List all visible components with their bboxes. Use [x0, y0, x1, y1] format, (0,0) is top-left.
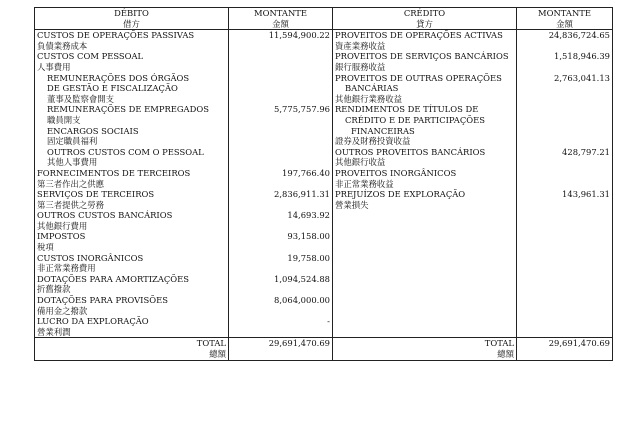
credit-item: FINANCEIRAS	[351, 125, 415, 136]
debit-amount: 5,775,757.96	[229, 104, 333, 115]
debit-amount	[229, 284, 333, 295]
debit-item: DOTAÇÕES PARA PROVISÕES	[35, 295, 229, 306]
ledger-row	[35, 210, 613, 221]
debit-amount	[229, 242, 333, 253]
credit-amount	[517, 104, 613, 115]
ledger-row	[35, 253, 613, 264]
debit-header-label-cn: 借方	[123, 18, 140, 29]
debit-total-label-cn: 總額	[35, 349, 229, 360]
credit-item: PREJUÍZOS DE EXPLORAÇÃO	[335, 189, 466, 200]
debit-item: 固定職員福利	[35, 136, 229, 147]
credit-item	[333, 231, 517, 242]
debit-item: 負債業務成本	[35, 41, 229, 52]
ledger-row	[35, 327, 613, 338]
ledger-row	[35, 157, 613, 168]
debit-amount	[229, 179, 333, 190]
credit-item	[333, 253, 517, 264]
credit-item: 證券及財務投資收益	[335, 136, 411, 147]
ledger-row	[35, 115, 613, 126]
credit-item	[333, 242, 517, 253]
ledger-body	[35, 30, 613, 338]
debit-amount	[229, 73, 333, 84]
credit-item: PROVEITOS DE OUTRAS OPERAÇÕES	[335, 72, 502, 83]
ledger-row	[35, 147, 613, 158]
credit-header-label: CRÉDITO	[403, 8, 446, 18]
ledger-totals	[35, 338, 613, 360]
debit-amount-header	[229, 8, 333, 30]
ledger-row	[35, 94, 613, 105]
credit-item	[333, 327, 517, 338]
credit-amount: 2,763,041.13	[517, 73, 613, 84]
credit-amount-header	[517, 8, 613, 30]
credit-amount	[517, 316, 613, 327]
debit-item: 其他人事費用	[35, 157, 229, 168]
debit-amount	[229, 51, 333, 62]
debit-total-label: TOTAL	[35, 338, 229, 349]
credit-total-spacer	[517, 349, 613, 360]
ledger-row	[35, 242, 613, 253]
debit-amount	[229, 147, 333, 158]
debit-amount	[229, 62, 333, 73]
debit-item: 非正常業務費用	[35, 263, 229, 274]
credit-item: 銀行服務收益	[335, 61, 386, 72]
debit-item: 第三者作出之供應	[35, 179, 229, 190]
credit-amount	[517, 115, 613, 126]
ledger-row	[35, 30, 613, 41]
credit-total-label: TOTAL	[333, 338, 517, 349]
debit-amount	[229, 94, 333, 105]
debit-item: OUTROS CUSTOS BANCÁRIOS	[35, 210, 229, 221]
credit-amount	[517, 41, 613, 52]
debit-item: 備用金之撥款	[35, 306, 229, 317]
ledger-row	[35, 274, 613, 285]
ledger-row	[35, 126, 613, 137]
credit-item: CRÉDITO E DE PARTICIPAÇÕES	[345, 114, 485, 125]
credit-amount-header-label: MONTANTE	[538, 8, 591, 18]
ledger-row	[35, 295, 613, 306]
ledger-row	[35, 51, 613, 62]
ledger-table	[34, 7, 613, 361]
ledger-row	[35, 179, 613, 190]
debit-item: DE GESTÃO E FISCALIZAÇÃO	[35, 83, 229, 94]
debit-total-spacer	[229, 349, 333, 360]
debit-amount	[229, 41, 333, 52]
debit-item: REMUNERAÇÕES DOS ÓRGÃOS	[35, 73, 229, 84]
debit-amount	[229, 157, 333, 168]
debit-total-amount: 29,691,470.69	[229, 338, 333, 349]
debit-amount	[229, 263, 333, 274]
debit-amount-header-label-cn: 金額	[272, 18, 289, 29]
credit-amount	[517, 295, 613, 306]
debit-amount	[229, 306, 333, 317]
credit-item	[333, 263, 517, 274]
credit-amount	[517, 168, 613, 179]
debit-amount: 19,758.00	[229, 253, 333, 264]
ledger-row	[35, 263, 613, 274]
debit-item: 董事及監察會開支	[35, 94, 229, 105]
credit-item	[333, 210, 517, 221]
credit-item	[333, 221, 517, 232]
ledger-row	[35, 168, 613, 179]
credit-amount	[517, 200, 613, 211]
debit-amount: -	[229, 316, 333, 327]
debit-item: 折舊撥款	[35, 284, 229, 295]
credit-item: OUTROS PROVEITOS BANCÁRIOS	[335, 146, 486, 157]
ledger-row	[35, 231, 613, 242]
ledger-row	[35, 136, 613, 147]
ledger-row	[35, 83, 613, 94]
credit-amount	[517, 327, 613, 338]
credit-item: 營業損失	[335, 199, 369, 210]
credit-header	[333, 8, 517, 30]
credit-amount	[517, 242, 613, 253]
credit-item: 資產業務收益	[335, 40, 386, 51]
debit-amount: 8,064,000.00	[229, 295, 333, 306]
credit-total-amount: 29,691,470.69	[517, 338, 613, 349]
debit-amount	[229, 115, 333, 126]
debit-item: 人事費用	[35, 62, 229, 73]
debit-item: 稅項	[35, 242, 229, 253]
credit-amount	[517, 157, 613, 168]
ledger-row	[35, 284, 613, 295]
debit-amount: 14,693.92	[229, 210, 333, 221]
debit-amount	[229, 126, 333, 137]
credit-amount	[517, 284, 613, 295]
debit-amount: 2,836,911.31	[229, 189, 333, 200]
ledger-row	[35, 221, 613, 232]
ledger-row	[35, 104, 613, 115]
credit-header-label-cn: 貸方	[416, 18, 433, 29]
debit-amount	[229, 221, 333, 232]
ledger-header	[35, 8, 613, 30]
credit-amount	[517, 253, 613, 264]
credit-item: 其他銀行業務收益	[335, 93, 402, 104]
credit-item: 非正常業務收益	[335, 178, 394, 189]
debit-amount	[229, 136, 333, 147]
debit-amount	[229, 83, 333, 94]
debit-amount: 93,158.00	[229, 231, 333, 242]
debit-amount-header-label: MONTANTE	[254, 8, 307, 18]
credit-item	[333, 284, 517, 295]
debit-item: CUSTOS INORGÂNICOS	[35, 253, 229, 264]
debit-item: OUTROS CUSTOS COM O PESSOAL	[35, 147, 229, 158]
ledger-row	[35, 316, 613, 327]
credit-item: PROVEITOS DE SERVIÇOS BANCÁRIOS	[335, 51, 509, 62]
ledger-row	[35, 62, 613, 73]
credit-item	[333, 274, 517, 285]
ledger-row	[35, 189, 613, 200]
debit-amount	[229, 327, 333, 338]
debit-item: FORNECIMENTOS DE TERCEIROS	[35, 168, 229, 179]
ledger-row	[35, 41, 613, 52]
credit-item	[333, 306, 517, 317]
debit-amount	[229, 200, 333, 211]
credit-amount: 143,961.31	[517, 189, 613, 200]
ledger-row	[35, 306, 613, 317]
credit-amount	[517, 306, 613, 317]
debit-item: 營業利潤	[35, 327, 229, 338]
debit-item: 第三者提供之勞務	[35, 200, 229, 211]
credit-amount	[517, 94, 613, 105]
debit-item: 職員開支	[35, 115, 229, 126]
credit-amount	[517, 274, 613, 285]
debit-amount: 1,094,524.88	[229, 274, 333, 285]
credit-item: BANCÁRIAS	[345, 83, 399, 94]
debit-amount: 11,594,900.22	[229, 30, 333, 41]
credit-amount	[517, 62, 613, 73]
credit-amount-header-label-cn: 金額	[556, 18, 573, 29]
debit-item: LUCRO DA EXPLORAÇÃO	[35, 316, 229, 327]
credit-amount	[517, 210, 613, 221]
credit-total-label-cn: 總額	[333, 349, 517, 360]
credit-amount	[517, 83, 613, 94]
credit-amount	[517, 231, 613, 242]
credit-amount	[517, 179, 613, 190]
ledger-row	[35, 200, 613, 211]
credit-item: 其他銀行收益	[335, 157, 386, 168]
debit-item: 其他銀行費用	[35, 221, 229, 232]
credit-amount: 428,797.21	[517, 147, 613, 158]
credit-item: PROVEITOS DE OPERAÇÕES ACTIVAS	[335, 30, 503, 41]
credit-amount	[517, 221, 613, 232]
debit-item: CUSTOS DE OPERAÇÕES PASSIVAS	[35, 30, 229, 41]
debit-item: SERVIÇOS DE TERCEIROS	[35, 189, 229, 200]
credit-item: PROVEITOS INORGÂNICOS	[335, 167, 457, 178]
credit-amount	[517, 126, 613, 137]
credit-amount	[517, 263, 613, 274]
credit-item	[333, 316, 517, 327]
debit-amount: 197,766.40	[229, 168, 333, 179]
debit-item: ENCARGOS SOCIAIS	[35, 126, 229, 137]
debit-item: REMUNERAÇÕES DE EMPREGADOS	[35, 104, 229, 115]
debit-item: DOTAÇÕES PARA AMORTIZAÇÕES	[35, 274, 229, 285]
credit-item: RENDIMENTOS DE TÍTULOS DE	[335, 104, 479, 115]
credit-item	[333, 295, 517, 306]
credit-amount	[517, 136, 613, 147]
debit-header-label: DÉBITO	[114, 8, 149, 18]
debit-item: CUSTOS COM PESSOAL	[35, 51, 229, 62]
debit-item: IMPOSTOS	[35, 231, 229, 242]
credit-amount: 1,518,946.39	[517, 51, 613, 62]
ledger-row	[35, 73, 613, 84]
debit-header	[35, 8, 229, 30]
credit-amount: 24,836,724.65	[517, 30, 613, 41]
